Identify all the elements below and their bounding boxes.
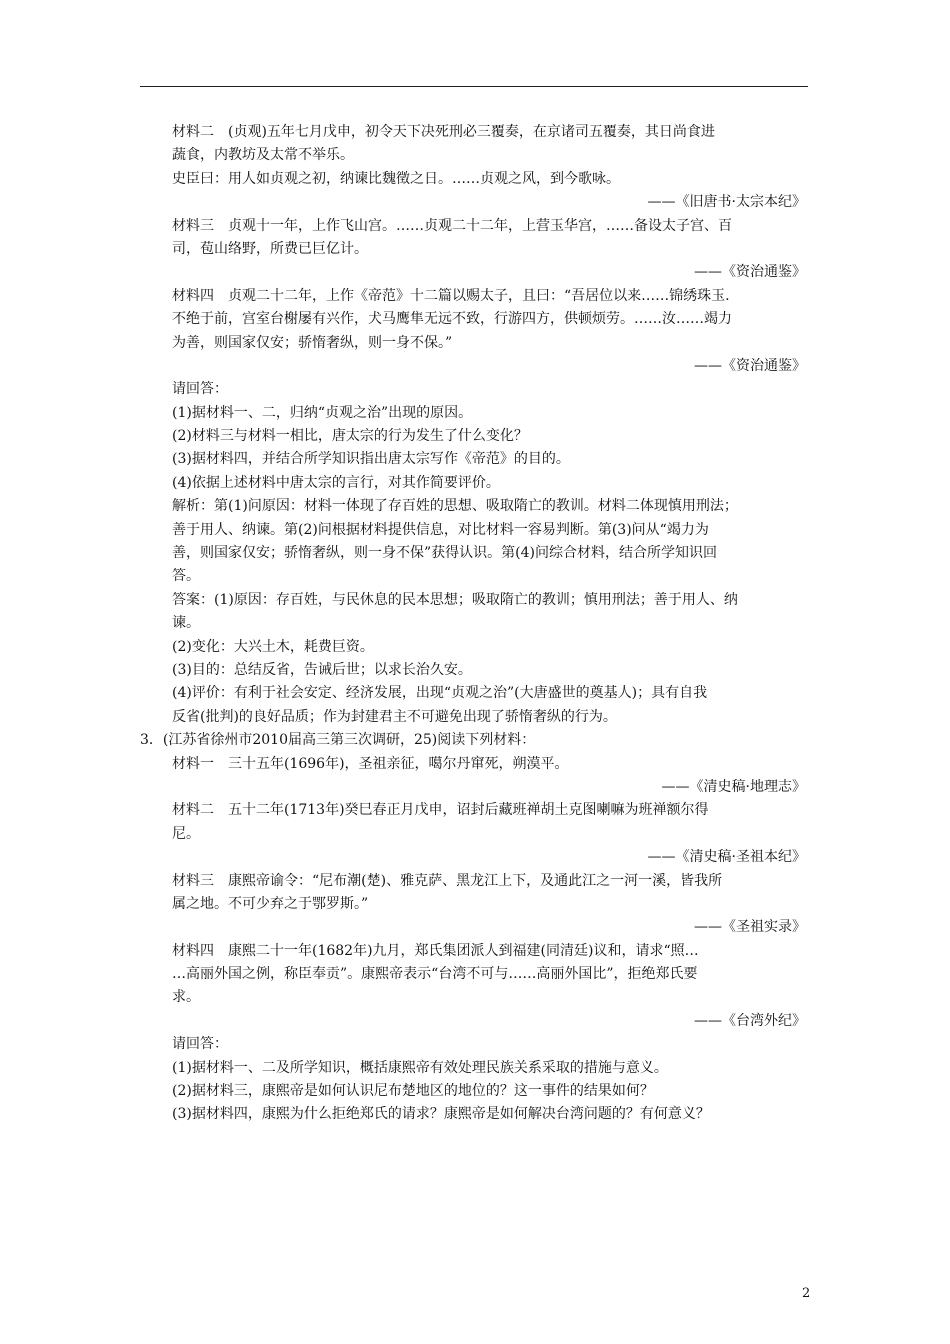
- text-line: 答。: [172, 568, 200, 585]
- text-line: (3)据材料四，并结合所学知识指出唐太宗写作《帝范》的目的。: [172, 451, 570, 468]
- text-line: (2)据材料三，康熙帝是如何认识尼布楚地区的地位的？这一事件的结果如何？: [172, 1083, 654, 1100]
- text-line: 为善，则国家仅安；骄惰奢纵，则一身不保。”: [172, 334, 453, 351]
- text-line: (4)评价：有利于社会安定、经济发展，出现“贞观之治”(大唐盛世的奠基人)；具有自我: [172, 685, 708, 702]
- text-line: (2)变化：大兴土木，耗费巨资。: [172, 638, 374, 655]
- text-line: 不绝于前，宫室台榭屡有兴作，犬马鹰隼无远不致，行游四方，供顿烦劳。……汝……竭力: [172, 311, 732, 328]
- source-citation: ——《资治通鉴》: [694, 357, 806, 374]
- document-body: [140, 121, 812, 1127]
- text-line: 材料二 五十二年(1713年)癸巳春正月戊申，诏封后藏班禅胡土克图喇嘛为班禅额尔得: [172, 802, 709, 819]
- text-line: 材料二 (贞观)五年七月戊申，初令天下决死刑必三覆奏，在京诸司五覆奏，其日尚食进: [172, 124, 715, 140]
- text-line: 材料三 贞观十一年，上作飞山宫。……贞观二十二年，上营玉华宫，……备设太子宫、百: [172, 217, 732, 234]
- text-line: 尼。: [172, 825, 200, 842]
- text-line: 材料一 三十五年(1696年)，圣祖亲征，噶尔丹窜死，朔漠平。: [172, 755, 569, 772]
- text-line: 请回答：: [172, 381, 228, 398]
- text-line: 请回答：: [172, 1036, 228, 1053]
- text-line: 材料四 贞观二十二年，上作《帝范》十二篇以赐太子，且曰：“吾居位以来……锦绣珠玉.: [172, 287, 730, 304]
- text-line: (3)据材料四，康熙为什么拒绝郑氏的请求？康熙帝是如何解决台湾问题的？有何意义？: [172, 1106, 710, 1123]
- text-line: 蔬食，内教坊及太常不举乐。: [172, 147, 354, 164]
- header-rule: [140, 86, 808, 87]
- page-number: 2: [802, 1286, 811, 1301]
- source-citation: ——《清史稿·圣祖本纪》: [647, 849, 806, 866]
- text-line: (2)材料三与材料一相比，唐太宗的行为发生了什么变化？: [172, 428, 528, 445]
- text-line: (1)据材料一、二及所学知识，概括康熙帝有效处理民族关系采取的措施与意义。: [172, 1059, 668, 1076]
- text-line: 属之地。不可少弃之于鄂罗斯。”: [172, 895, 369, 912]
- text-line: …高丽外国之例，称臣奉贡”。康熙帝表示“台湾不可与……高丽外国比”，拒绝郑氏要: [172, 966, 698, 983]
- text-line: (3)目的：总结反省，告诫后世；以求长治久安。: [172, 661, 472, 678]
- text-line: 史臣曰：用人如贞观之初，纳谏比魏徵之日。……贞观之风，到今歌咏。: [172, 170, 620, 187]
- text-line: 善，则国家仅安；骄惰奢纵，则一身不保”获得认识。第(4)问综合材料，结合所学知识回: [172, 545, 717, 562]
- text-line: 司，苞山络野，所费已巨亿计。: [172, 240, 368, 257]
- source-citation: ——《台湾外纪》: [694, 1012, 806, 1029]
- text-line: 材料三 康熙帝谕令：“尼布潮(楚)、雅克萨、黑龙江上下，及通此江之一河一溪，皆我所: [172, 872, 723, 889]
- text-line: 善于用人、纳谏。第(2)问根据材料提供信息，对比材料一容易判断。第(3)问从“竭力为: [172, 521, 709, 538]
- source-citation: ——《清史稿·地理志》: [661, 778, 806, 795]
- question-heading: 3．(江苏省徐州市2010届高三第三次调研，25)阅读下列材料：: [140, 732, 536, 749]
- source-citation: ——《资治通鉴》: [694, 264, 806, 281]
- text-line: 谏。: [172, 615, 200, 632]
- source-citation: ——《圣祖实录》: [694, 919, 806, 936]
- source-citation: ——《旧唐书·太宗本纪》: [647, 194, 806, 211]
- text-line: 材料四 康熙二十一年(1682年)九月，郑氏集团派人到福建(同清廷)议和，请求“照…: [172, 942, 699, 959]
- text-line: 解析：第(1)问原因：材料一体现了存百姓的思想、吸取隋亡的教训。材料二体现慎用刑法；: [172, 498, 738, 515]
- text-line: 求。: [172, 989, 200, 1006]
- text-line: (4)依据上述材料中唐太宗的言行，对其作简要评价。: [172, 474, 500, 491]
- text-line: 答案：(1)原因：存百姓，与民休息的民本思想；吸取隋亡的教训；慎用刑法；善于用人、纳: [172, 591, 738, 608]
- text-line: 反省(批判)的良好品质；作为封建君主不可避免出现了骄惰奢纵的行为。: [172, 708, 617, 725]
- text-line: (1)据材料一、二，归纳“贞观之治”出现的原因。: [172, 404, 473, 421]
